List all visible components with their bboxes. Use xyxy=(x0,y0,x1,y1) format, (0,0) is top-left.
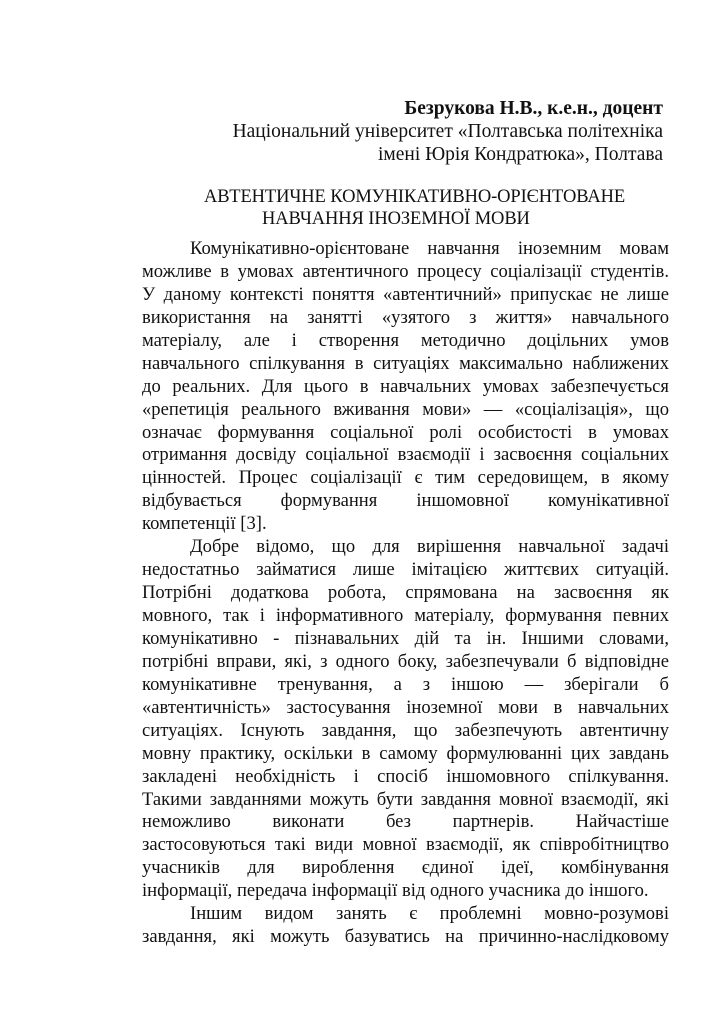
paragraph-1-line: до реальних. Для цього в навчальних умовах забезпечується xyxy=(142,375,669,397)
paragraph-1-line: означає формування соціальної ролі особистості в умовах xyxy=(142,421,669,443)
paragraph-2-line: закладені необхідність і спосіб іншомовного спілкування. xyxy=(142,765,669,787)
paragraph-2-line: недостатньо займатися лише імітацією життєвих ситуацій. xyxy=(142,559,669,581)
paragraph-2-line: комунікативне тренування, а з іншою — зберігали б xyxy=(142,673,669,695)
paragraph-2-line: неможливо виконати без партнерів. Найчастіше xyxy=(142,811,669,833)
paragraph-2-line: учасників для вироблення єдиної ідеї, комбінування xyxy=(142,857,669,879)
paragraph-1-line: цінностей. Процес соціалізації є тим середовищем, в якому xyxy=(142,467,669,489)
paragraph-2-line: потрібні вправи, які, з одного боку, забезпечували б відповідне xyxy=(142,650,669,672)
paragraph-2-line: мовного, так і інформативного матеріалу, формування певних xyxy=(142,605,669,626)
paragraph-1-line: компетенції [3]. xyxy=(142,513,267,535)
paragraph-2-line: Добре відомо, що для вирішення навчальної задачі xyxy=(190,536,669,558)
title-line-2: НАВЧАННЯ ІНОЗЕМНОЇ МОВИ xyxy=(262,209,530,229)
author-line: Безрукова Н.В., к.е.н., доцент xyxy=(404,98,663,119)
paragraph-3-line: завдання, які можуть базуватись на причинно-наслідковому xyxy=(142,926,669,948)
paragraph-1-line: «репетиція реального вживання мови» — «соціалізація», що xyxy=(142,398,669,420)
paragraph-1-line: можливе в умовах автентичного процесу соціалізації студентів. xyxy=(142,260,669,282)
paragraph-1-line: отримання досвіду соціальної взаємодії і засвоєння соціальних xyxy=(142,444,669,466)
paragraph-1-line: відбувається формування іншомовної комунікативної xyxy=(142,490,669,512)
paragraph-2-line: Потрібні додаткова робота, спрямована на засвоєння як xyxy=(142,582,669,604)
paragraph-2-line: ситуаціях. Існують завдання, що забезпечують автентичну xyxy=(142,719,669,741)
article-body xyxy=(142,238,669,949)
title-line-1: АВТЕНТИЧНЕ КОМУНІКАТИВНО-ОРІЄНТОВАНЕ xyxy=(204,187,626,207)
paragraph-2-line: інформації, передача інформації від одного учасника до іншого. xyxy=(142,880,649,902)
paragraph-2-line: комунікативно - пізнавальних дій та ін. Іншими словами, xyxy=(142,627,669,649)
paragraph-1-line: Комунікативно-орієнтоване навчання іноземним мовам xyxy=(190,238,669,259)
paragraph-1-line: навчального спілкування в ситуаціях максимально наближених xyxy=(142,352,669,374)
affiliation-line-2: імені Юрія Кондратюка», Полтава xyxy=(378,144,663,165)
paragraph-1-line: матеріалу, але і створення методично доцільних умов xyxy=(142,329,669,351)
paragraph-2-line: застосовуються такі види мовної взаємодії, як співробітництво xyxy=(142,834,669,856)
paragraph-1-line: У даному контексті поняття «автентичний» припускає не лише xyxy=(142,283,669,305)
paragraph-1-line: використання на занятті «узятого з життя» навчального xyxy=(142,306,669,328)
paragraph-2-line: Такими завданнями можуть бути завдання мовної взаємодії, які xyxy=(142,788,669,810)
paragraph-2-line: «автентичність» застосування іноземної мови в навчальних xyxy=(142,696,669,718)
paragraph-2-line: мовну практику, оскільки в самому формулюванні цих завдань xyxy=(142,742,669,764)
affiliation-line-1: Національний університет «Полтавська політехніка xyxy=(232,121,663,142)
paragraph-3-line: Іншим видом занять є проблемні мовно-розумові xyxy=(190,903,669,925)
